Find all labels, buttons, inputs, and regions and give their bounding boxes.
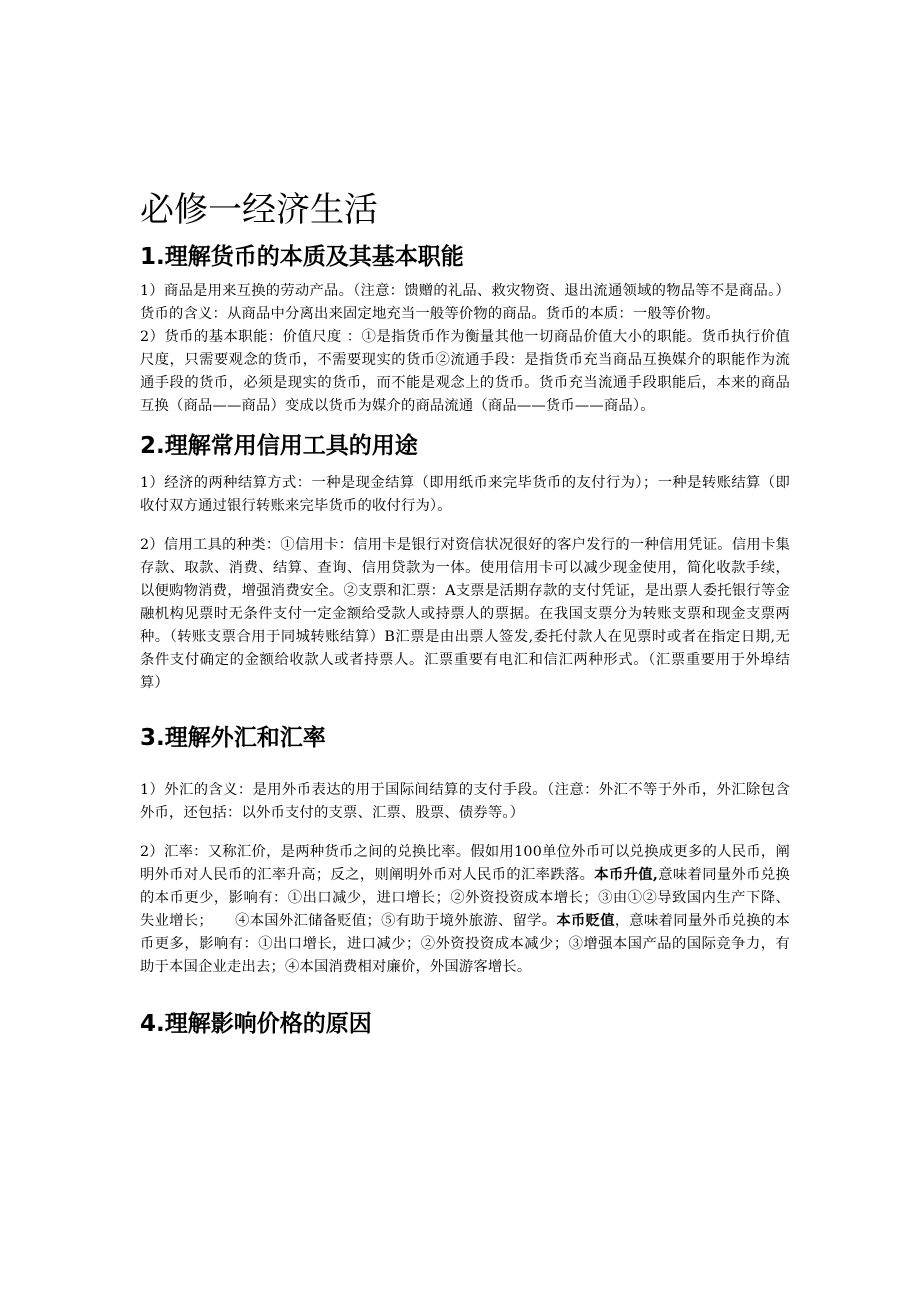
appreciation-label: 本币升值, <box>594 867 659 883</box>
document-page <box>140 186 790 1041</box>
section-1-paragraph-1: 1）商品是用来互换的劳动产品。（注意：馈赠的礼品、救灾物资、退出流通领域的物品等不是商品。）货币的含义：从商品中分离出来固定地充当一般等价物的商品。货币的本质：一般等价物。 <box>140 283 790 322</box>
section-3-paragraph-1: 1）外汇的含义：是用外币表达的用于国际间结算的支付手段。（注意：外汇不等于外币，外汇除包含外币，还包括：以外币支付的支票、汇票、股票、债券等。） <box>140 782 790 821</box>
depreciation-label: 本币贬值 <box>556 913 615 929</box>
appreciation-effects: 意味着同量外币兑换的本币更少，影响有：①出口减少，进口增长；②外资投资成本增长；③由①②导致国内生产下降、失业增长； ④本国外汇储备贬值；⑤有助于境外旅游、留学。 <box>140 867 790 929</box>
document-title: 必修一经济生活 <box>140 190 378 230</box>
section-2-paragraph-1: 1）经济的两种结算方式：一种是现金结算（即用纸币来完毕货币的友付行为）；一种是转账结算（即收付双方通过银行转账来完毕货币的收付行为）。 <box>140 475 790 514</box>
section-3-paragraph-2 <box>140 841 790 979</box>
exchange-rate-intro: 2）汇率：又称汇价，是两种货币之间的兑换比率。假如用100单位外币可以兑换成更多的人民币，阐明外币对人民币的汇率升高；反之，则阐明外币对人民币的汇率跌落。 <box>140 844 790 883</box>
section-heading-3: 3.理解外汇和汇率 <box>140 725 326 751</box>
section-heading-4: 4.理解影响价格的原因 <box>140 1011 372 1037</box>
section-1-paragraph-2: 2）货币的基本职能：价值尺度 ：①是指货币作为衡量其他一切商品价值大小的职能。货币执行价值尺度，只需要观念的货币，不需要现实的货币②流通手段：是指货币充当商品互换媒介的职能作为流通手段的货币，必须是现实的货币，而不能是观念上的货币。货币充当流通手段职能后，本来的商品互换（商品——商品）变成以货币为媒介的商品流通（商品——货币——商品）。 <box>140 329 790 414</box>
section-heading-2: 2.理解常用信用工具的用途 <box>140 433 418 459</box>
section-2-paragraph-2: 2）信用工具的种类：①信用卡：信用卡是银行对资信状况很好的客户发行的一种信用凭证。信用卡集存款、取款、消费、结算、查询、信用贷款为一体。使用信用卡可以减少现金使用，简化收款手续，以便购物消费，增强消费安全。②支票和汇票：A支票是活期存款的支付凭证，是出票人委托银行等金融机构见票时无条件支付一定金额给受款人或持票人的票据。在我国支票分为转账支票和现金支票两种。（转账支票合用于同城转账结算）B汇票是由出票人签发,委托付款人在见票时或者在指定日期,无条件支付确定的金额给收款人或者持票人。汇票重要有电汇和信汇两种形式。（汇票重要用于外埠结算） <box>140 537 790 691</box>
section-heading-1: 1.理解货币的本质及其基本职能 <box>140 244 464 270</box>
depreciation-effects: ，意味着同量外币兑换的本币更多，影响有：①出口增长，进口减少；②外资投资成本减少；③增强本国产品的国际竞争力，有助于本国企业走出去；④本国消费相对廉价，外国游客增长。 <box>140 913 790 975</box>
